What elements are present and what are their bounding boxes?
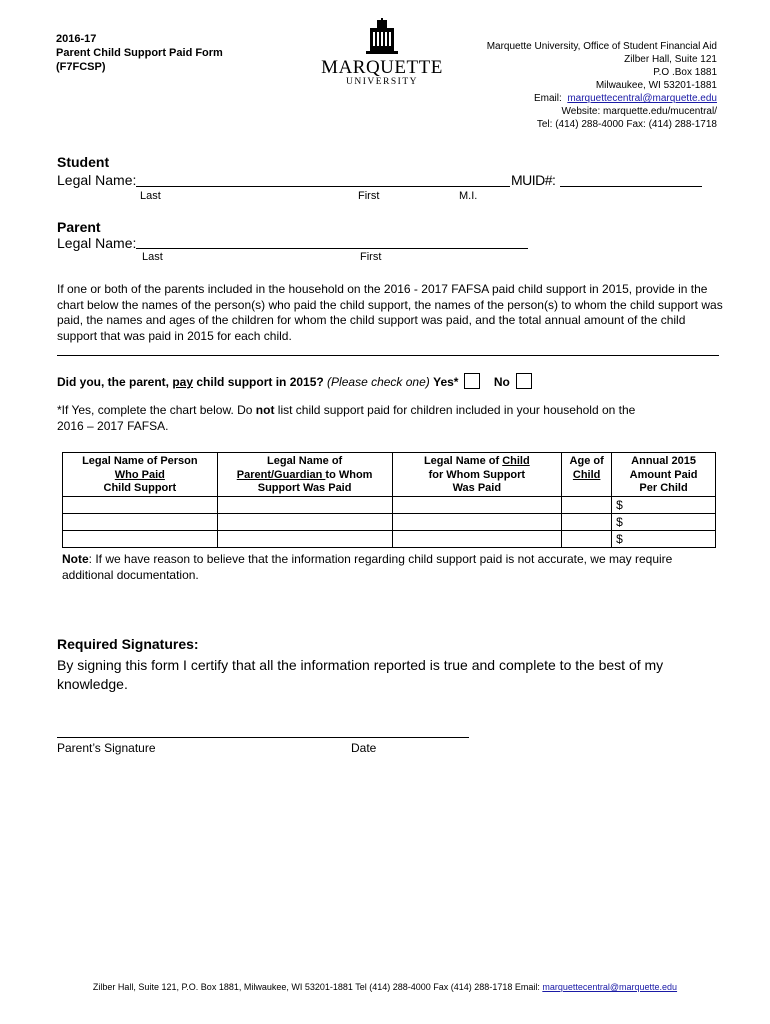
header-payee	[217, 453, 392, 497]
student-heading: Student	[57, 154, 110, 170]
parent-legal-name-label: Legal Name:	[57, 235, 137, 251]
header-age-line1: Age of	[569, 455, 604, 467]
muid-label: MUID#:	[511, 172, 556, 188]
if-yes-instructions	[57, 403, 635, 434]
ifyes-not: not	[255, 403, 275, 417]
phone-line: Tel: (414) 288-4000 Fax: (414) 288-1718	[536, 119, 717, 130]
header-payer-line3: Child Support	[103, 482, 177, 494]
header-child-line1a: Legal Name of	[423, 455, 503, 467]
email-line	[487, 92, 717, 105]
footer-text: Zilber Hall, Suite 121, P.O. Box 1881, Milwaukee, WI 53201-1881 Tel (414) 288-4000 Fax (414) 288-1718 Email:	[92, 982, 543, 992]
table-row	[63, 513, 716, 530]
child-cell[interactable]	[392, 513, 562, 530]
question-hint: (Please check one)	[323, 375, 434, 389]
yes-label: Yes*	[433, 375, 459, 389]
marquette-logo	[320, 18, 444, 88]
student-legal-name-field[interactable]	[136, 186, 510, 187]
header-payee-line1: Legal Name of	[267, 455, 343, 467]
logo-subtitle: UNIVERSITY	[346, 77, 418, 87]
header-child-line3: Was Paid	[452, 482, 502, 494]
form-title: Parent Child Support Paid Form	[56, 47, 223, 59]
address-city: Milwaukee, WI 53201-1881	[595, 80, 717, 91]
header-payee-line3: Support Was Paid	[257, 482, 352, 494]
amount-cell[interactable]: $	[612, 513, 716, 530]
parent-last-caption: Last	[142, 251, 163, 263]
ifyes-line2: 2016 – 2017 FAFSA.	[57, 418, 169, 433]
payee-cell[interactable]	[217, 496, 392, 513]
header-child	[392, 453, 562, 497]
no-label: No	[493, 375, 510, 389]
note-body: : If we have reason to believe that the information regarding child support paid is not accurate, we may require additional documentation.	[62, 552, 673, 582]
note-label: Note	[62, 552, 89, 566]
table-header-row	[63, 453, 716, 497]
instructions-text: If one or both of the parents included in the household on the 2016 - 2017 FAFSA paid child support in 2015, provide in the chart below the names of the person(s) who paid the child support, the names of the person(s) to whom the child support was paid, the names and ages of the children for whom the child support was paid, and the total annual amount of the child support that was paid in 2015 for each child.	[57, 282, 723, 343]
student-legal-name-label: Legal Name:	[57, 172, 137, 188]
email-label: Email:	[533, 93, 562, 104]
age-cell[interactable]	[562, 530, 612, 547]
form-identifier	[56, 32, 223, 74]
note-text	[62, 551, 722, 583]
student-first-caption: First	[358, 190, 380, 202]
question-pre: Did you, the parent,	[57, 375, 173, 389]
amount-cell[interactable]: $	[612, 530, 716, 547]
no-checkbox[interactable]	[516, 373, 532, 389]
age-cell[interactable]	[562, 496, 612, 513]
header-payee-line2b: to Whom	[325, 468, 373, 481]
website-line: Website: marquette.edu/mucentral/	[561, 106, 717, 117]
logo-name: MARQUETTE	[321, 57, 443, 78]
header-amount-line1: Annual 2015	[631, 455, 696, 467]
question-pay: pay	[172, 375, 194, 389]
form-code: (F7FCSP)	[56, 61, 106, 73]
payee-cell[interactable]	[217, 513, 392, 530]
header-child-line2: for Whom Support	[428, 468, 526, 481]
table-row	[63, 496, 716, 513]
payer-cell[interactable]	[63, 513, 218, 530]
payer-cell[interactable]	[63, 530, 218, 547]
age-cell[interactable]	[562, 513, 612, 530]
parent-first-caption: First	[360, 251, 382, 263]
header-amount	[612, 453, 716, 497]
parent-heading: Parent	[57, 219, 101, 235]
tower-icon	[362, 18, 402, 54]
certify-text: By signing this form I certify that all the information reported is true and complete to the best of my knowledge.	[57, 657, 664, 692]
muid-field[interactable]	[560, 186, 702, 187]
address-line1: Zilber Hall, Suite 121	[624, 54, 717, 65]
child-cell[interactable]	[392, 530, 562, 547]
footer-email-link[interactable]: marquettecentral@marquette.edu	[542, 982, 678, 992]
header-amount-line3: Per Child	[639, 482, 688, 494]
header-payer-line1: Legal Name of Person	[82, 455, 198, 467]
header-payee-line2a: Parent/Guardian	[236, 468, 326, 481]
child-cell[interactable]	[392, 496, 562, 513]
child-support-table	[62, 452, 716, 548]
header-child-line1b: Child	[502, 455, 530, 467]
student-mi-caption: M.I.	[459, 190, 478, 202]
header-age-line2: Child	[572, 468, 601, 481]
parent-legal-name-field[interactable]	[136, 248, 528, 249]
form-year: 2016-17	[56, 33, 97, 45]
office-name: Marquette University, Office of Student Financial Aid	[486, 41, 717, 52]
signature-line[interactable]	[57, 737, 469, 738]
student-last-caption: Last	[140, 190, 161, 202]
header-age	[562, 453, 612, 497]
signatures-heading: Required Signatures:	[57, 636, 199, 652]
ifyes-post: list child support paid for children included in your household on the	[274, 403, 636, 417]
divider	[57, 355, 719, 356]
page-footer	[0, 982, 770, 992]
ifyes-pre: *If Yes, complete the chart below. Do	[57, 403, 256, 417]
payee-cell[interactable]	[217, 530, 392, 547]
email-link[interactable]: marquettecentral@marquette.edu	[567, 93, 717, 104]
date-label: Date	[351, 741, 377, 755]
child-support-question	[57, 373, 532, 389]
yes-checkbox[interactable]	[464, 373, 480, 389]
header-amount-line2: Amount Paid	[629, 468, 698, 481]
office-contact	[487, 40, 717, 131]
header-payer	[63, 453, 218, 497]
address-line2: P.O .Box 1881	[653, 67, 717, 78]
question-post: child support in 2015?	[193, 375, 324, 389]
header-payer-line2: Who Paid	[114, 468, 165, 481]
parent-signature-label: Parent’s Signature	[57, 741, 156, 755]
amount-cell[interactable]: $	[612, 496, 716, 513]
table-row	[63, 530, 716, 547]
payer-cell[interactable]	[63, 496, 218, 513]
